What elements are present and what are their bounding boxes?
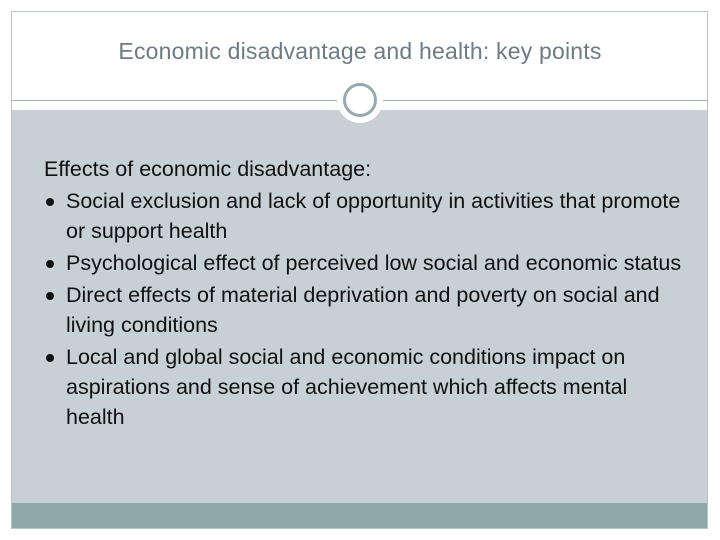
- body-heading: Effects of economic disadvantage:: [44, 157, 372, 181]
- bullet-text: Direct effects of material deprivation and poverty on social and living conditions: [66, 283, 660, 337]
- bullet-dot-icon: [46, 354, 54, 362]
- slide-title: Economic disadvantage and health: key points: [118, 37, 602, 64]
- bullet-item: [44, 342, 684, 432]
- bullet-dot-icon: [46, 260, 54, 268]
- bullet-item: [44, 280, 684, 340]
- bullet-item: [44, 186, 684, 246]
- slide-body: [44, 154, 684, 432]
- bullet-item: [44, 248, 684, 278]
- bullet-text: Social exclusion and lack of opportunity in activities that promote or support health: [66, 189, 681, 243]
- ring-icon: [343, 83, 377, 117]
- footer-bar: [12, 503, 708, 528]
- bullet-text: Local and global social and economic conditions impact on aspirations and sense of achievement which affects mental health: [66, 345, 628, 429]
- bullet-dot-icon: [46, 198, 54, 206]
- bullet-dot-icon: [46, 292, 54, 300]
- bullet-text: Psychological effect of perceived low social and economic status: [66, 251, 682, 275]
- bullet-list: [44, 186, 684, 432]
